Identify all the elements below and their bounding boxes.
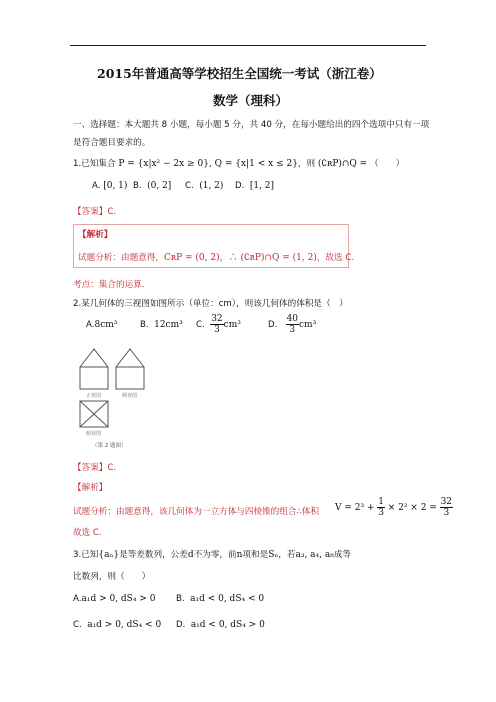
- q2-option-d-fraction: $\frac{40}{3}$: [286, 314, 299, 335]
- q2-option-c-fraction: $\frac{32}{3}$: [211, 314, 223, 335]
- q1-answer: 【答案】C.: [73, 207, 117, 217]
- top-view-label: 俯视图: [86, 431, 102, 437]
- q1-paren: （ ）: [369, 159, 405, 169]
- q2-option-c: C. $\frac{32}{3}$ cm³: [196, 314, 241, 335]
- q2-volume-expression: V = 2³ + $\frac{1}{3}$ × 2² × 2 = $\frac{32}{3}$: [335, 497, 453, 518]
- q1-sets: P = {x|x² − 2x ≥ 0}, Q = {x|1 < x ≤ 2}: [118, 159, 298, 169]
- q1-option-a: A. [0, 1): [92, 181, 128, 191]
- q2-option-b: B. 12cm³: [140, 320, 183, 330]
- q1-expr: (∁ʀP)∩Q =: [317, 159, 368, 169]
- q1-stem-b: ，则: [297, 159, 316, 169]
- q2-option-d: D. $\frac{40}{3}$ cm³: [268, 314, 317, 335]
- q2-analysis-end: 故选 C.: [73, 528, 102, 538]
- q2-volume-fraction: $\frac{1}{3}$: [378, 497, 384, 518]
- q3-option-a: A.a₁d > 0, dS₄ > 0: [73, 594, 156, 604]
- q2-answer: 【答案】C.: [73, 463, 117, 473]
- q2-analysis-line: 试题分析：由题意得，该几何体为一立方体与四棱锥的组合∴体积: [73, 507, 320, 517]
- q2-stem: 2.某几何体的三视图如图所示（单位：cm），则该几何体的体积是（ ）: [73, 299, 348, 309]
- q3-stem-line1: 3.已知{aₙ}是等差数列，公差d不为零，前n项和是Sₙ，若a₃, a₄, a₈成等: [73, 550, 352, 560]
- q1-option-b: B. (0, 2]: [133, 181, 172, 191]
- front-view-label: 正视图: [86, 393, 102, 399]
- q1-option-d: D. [1, 2]: [235, 181, 275, 191]
- q1-analysis: 试题分析：由题意得，CʀP = (0, 2)，∴ (∁ʀP)∩Q = (1, 2)，故选 C.: [78, 253, 355, 263]
- q1-analysis-tag: 【解析】: [78, 230, 113, 240]
- q2-analysis-tag: 【解析】: [73, 483, 108, 493]
- q3-stem-line2: 比数列，则（ ）: [73, 572, 151, 582]
- q1-number: 1.: [73, 159, 82, 169]
- side-view-shape: [116, 349, 144, 389]
- q3-option-b: B. a₁d < 0, dS₄ < 0: [176, 594, 265, 604]
- section-intro-line2: 是符合题目要求的。: [73, 138, 151, 148]
- q2-volume-result: $\frac{32}{3}$: [440, 497, 453, 518]
- q1-stem: [73, 157, 404, 169]
- q1-topic: 考点：集合的运算.: [73, 280, 145, 290]
- figure-caption: （第 2 题图）: [92, 443, 127, 449]
- q2-option-a: A.8cm³: [86, 320, 118, 330]
- top-rule: [70, 45, 426, 46]
- front-view-shape: [80, 349, 108, 389]
- q3-option-d: D. a₁d < 0, dS₄ > 0: [176, 620, 265, 630]
- q1-option-c: C. (1, 2): [185, 181, 224, 191]
- section-intro-line1: 一、选择题：本大题共 8 小题，每小题 5 分，共 40 分，在每小题给出的四个选项中只有一项: [73, 120, 430, 130]
- page-title: 2015年普通高等学校招生全国统一考试（浙江卷）: [97, 66, 382, 81]
- q3-option-c: C. a₁d > 0, dS₄ < 0: [73, 620, 162, 630]
- three-view-figure: [76, 345, 166, 455]
- q1-stem-a: 已知集合: [81, 159, 116, 169]
- page-subtitle: 数学（理科）: [213, 93, 289, 108]
- side-view-label: 侧视图: [122, 393, 138, 399]
